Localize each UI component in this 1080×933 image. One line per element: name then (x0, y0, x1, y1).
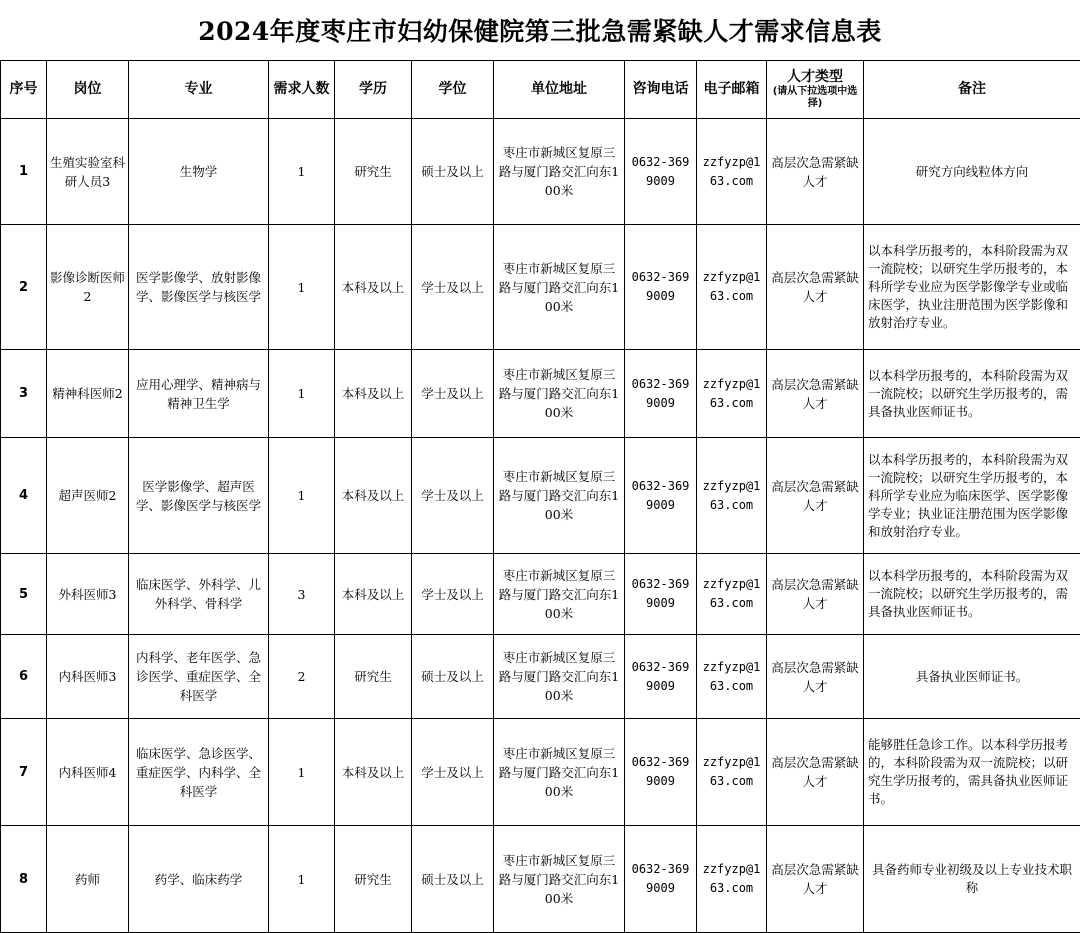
header-phone: 咨询电话 (625, 61, 697, 119)
table-row (1, 719, 1080, 826)
cell-seq: 2 (1, 225, 47, 350)
talent-demand-table (0, 60, 1080, 933)
cell-seq: 3 (1, 350, 47, 438)
table-row (1, 438, 1080, 554)
cell-talent-type: 高层次急需紧缺人才 (767, 635, 864, 719)
cell-address: 枣庄市新城区复原三路与厦门路交汇向东100米 (494, 225, 625, 350)
cell-degree: 学士及以上 (412, 350, 494, 438)
header-major: 专业 (129, 61, 269, 119)
cell-remark: 以本科学历报考的，本科阶段需为双一流院校；以研究生学历报考的，需具备执业医师证书。 (864, 350, 1080, 438)
cell-seq: 5 (1, 554, 47, 635)
cell-phone: 0632-3699009 (625, 635, 697, 719)
cell-education: 研究生 (335, 119, 412, 225)
cell-education: 本科及以上 (335, 225, 412, 350)
cell-email: zzfyzp@163.com (697, 826, 767, 933)
table-header-row (1, 61, 1080, 119)
cell-count: 1 (269, 826, 335, 933)
cell-address: 枣庄市新城区复原三路与厦门路交汇向东100米 (494, 350, 625, 438)
cell-address: 枣庄市新城区复原三路与厦门路交汇向东100米 (494, 438, 625, 554)
cell-position: 内科医师3 (47, 635, 129, 719)
cell-major: 药学、临床药学 (129, 826, 269, 933)
cell-count: 2 (269, 635, 335, 719)
cell-remark: 以本科学历报考的，本科阶段需为双一流院校；以研究生学历报考的，需具备执业医师证书。 (864, 554, 1080, 635)
header-count: 需求人数 (269, 61, 335, 119)
cell-major: 临床医学、外科学、儿外科学、骨科学 (129, 554, 269, 635)
cell-phone: 0632-3699009 (625, 119, 697, 225)
table-row (1, 554, 1080, 635)
header-remark: 备注 (864, 61, 1080, 119)
cell-address: 枣庄市新城区复原三路与厦门路交汇向东100米 (494, 826, 625, 933)
cell-phone: 0632-3699009 (625, 719, 697, 826)
cell-seq: 7 (1, 719, 47, 826)
cell-position: 超声医师2 (47, 438, 129, 554)
cell-position: 外科医师3 (47, 554, 129, 635)
header-seq: 序号 (1, 61, 47, 119)
cell-address: 枣庄市新城区复原三路与厦门路交汇向东100米 (494, 635, 625, 719)
cell-degree: 硕士及以上 (412, 119, 494, 225)
cell-education: 本科及以上 (335, 719, 412, 826)
cell-phone: 0632-3699009 (625, 350, 697, 438)
cell-seq: 4 (1, 438, 47, 554)
cell-email: zzfyzp@163.com (697, 635, 767, 719)
cell-email: zzfyzp@163.com (697, 719, 767, 826)
cell-address: 枣庄市新城区复原三路与厦门路交汇向东100米 (494, 119, 625, 225)
cell-degree: 学士及以上 (412, 554, 494, 635)
cell-position: 内科医师4 (47, 719, 129, 826)
cell-count: 1 (269, 438, 335, 554)
cell-talent-type: 高层次急需紧缺人才 (767, 438, 864, 554)
cell-education: 本科及以上 (335, 554, 412, 635)
cell-remark: 研究方向线粒体方向 (864, 119, 1080, 225)
cell-talent-type: 高层次急需紧缺人才 (767, 554, 864, 635)
cell-remark: 具备执业医师证书。 (864, 635, 1080, 719)
cell-degree: 学士及以上 (412, 438, 494, 554)
header-talent-type-label: 人才类型 (787, 69, 843, 85)
cell-position: 药师 (47, 826, 129, 933)
cell-email: zzfyzp@163.com (697, 119, 767, 225)
cell-talent-type: 高层次急需紧缺人才 (767, 826, 864, 933)
cell-seq: 1 (1, 119, 47, 225)
cell-remark: 能够胜任急诊工作。以本科学历报考的，本科阶段需为双一流院校；以研究生学历报考的，需具备执业医师证书。 (864, 719, 1080, 826)
cell-talent-type: 高层次急需紧缺人才 (767, 119, 864, 225)
cell-phone: 0632-3699009 (625, 554, 697, 635)
cell-email: zzfyzp@163.com (697, 350, 767, 438)
cell-talent-type: 高层次急需紧缺人才 (767, 350, 864, 438)
cell-address: 枣庄市新城区复原三路与厦门路交汇向东100米 (494, 719, 625, 826)
cell-seq: 6 (1, 635, 47, 719)
header-talent-type (767, 61, 864, 119)
cell-count: 3 (269, 554, 335, 635)
cell-count: 1 (269, 719, 335, 826)
cell-count: 1 (269, 350, 335, 438)
table-row (1, 225, 1080, 350)
cell-degree: 学士及以上 (412, 719, 494, 826)
header-degree: 学位 (412, 61, 494, 119)
table-row (1, 826, 1080, 933)
cell-major: 内科学、老年医学、急诊医学、重症医学、全科医学 (129, 635, 269, 719)
cell-phone: 0632-3699009 (625, 438, 697, 554)
cell-major: 医学影像学、放射影像学、影像医学与核医学 (129, 225, 269, 350)
cell-address: 枣庄市新城区复原三路与厦门路交汇向东100米 (494, 554, 625, 635)
cell-major: 应用心理学、精神病与精神卫生学 (129, 350, 269, 438)
cell-count: 1 (269, 119, 335, 225)
cell-position: 生殖实验室科研人员3 (47, 119, 129, 225)
cell-major: 医学影像学、超声医学、影像医学与核医学 (129, 438, 269, 554)
cell-major: 临床医学、急诊医学、重症医学、内科学、全科医学 (129, 719, 269, 826)
cell-email: zzfyzp@163.com (697, 438, 767, 554)
cell-education: 研究生 (335, 826, 412, 933)
table-row (1, 119, 1080, 225)
cell-phone: 0632-3699009 (625, 225, 697, 350)
cell-email: zzfyzp@163.com (697, 554, 767, 635)
header-education: 学历 (335, 61, 412, 119)
cell-talent-type: 高层次急需紧缺人才 (767, 719, 864, 826)
cell-degree: 硕士及以上 (412, 826, 494, 933)
header-position: 岗位 (47, 61, 129, 119)
header-address: 单位地址 (494, 61, 625, 119)
header-talent-type-hint: (请从下拉选项中选择) (770, 86, 860, 110)
header-email: 电子邮箱 (697, 61, 767, 119)
table-body (1, 119, 1080, 933)
cell-degree: 硕士及以上 (412, 635, 494, 719)
cell-position: 精神科医师2 (47, 350, 129, 438)
cell-email: zzfyzp@163.com (697, 225, 767, 350)
page-title: 2024年度枣庄市妇幼保健院第三批急需紧缺人才需求信息表 (0, 0, 1080, 60)
cell-phone: 0632-3699009 (625, 826, 697, 933)
cell-seq: 8 (1, 826, 47, 933)
cell-remark: 以本科学历报考的，本科阶段需为双一流院校；以研究生学历报考的，本科所学专业应为临床医学、医学影像学专业；执业证注册范围为医学影像和放射治疗专业。 (864, 438, 1080, 554)
cell-position: 影像诊断医师2 (47, 225, 129, 350)
cell-degree: 学士及以上 (412, 225, 494, 350)
cell-count: 1 (269, 225, 335, 350)
cell-education: 研究生 (335, 635, 412, 719)
cell-talent-type: 高层次急需紧缺人才 (767, 225, 864, 350)
table-row (1, 635, 1080, 719)
cell-education: 本科及以上 (335, 350, 412, 438)
cell-remark: 具备药师专业初级及以上专业技术职称 (864, 826, 1080, 933)
cell-remark: 以本科学历报考的，本科阶段需为双一流院校；以研究生学历报考的，本科所学专业应为医学影像学专业或临床医学，执业注册范围为医学影像和放射治疗专业。 (864, 225, 1080, 350)
table-row (1, 350, 1080, 438)
cell-education: 本科及以上 (335, 438, 412, 554)
cell-major: 生物学 (129, 119, 269, 225)
